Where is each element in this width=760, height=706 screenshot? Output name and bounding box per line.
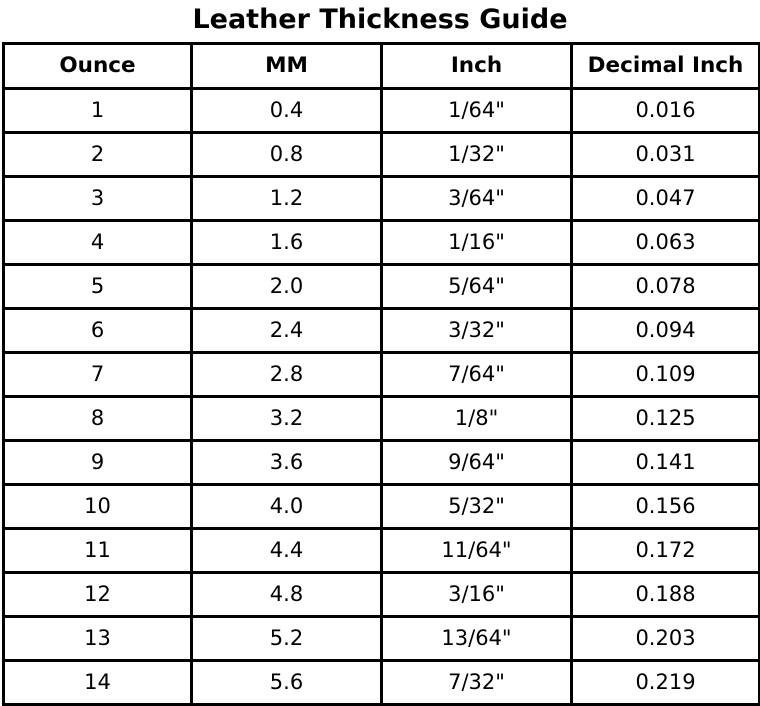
table-row xyxy=(4,353,760,397)
cell-mm: 5.6 xyxy=(192,661,382,705)
table-row xyxy=(4,177,760,221)
cell-inch: 7/64" xyxy=(382,353,572,397)
cell-ounce: 7 xyxy=(4,353,192,397)
cell-mm: 2.0 xyxy=(192,265,382,309)
cell-ounce: 13 xyxy=(4,617,192,661)
cell-ounce: 3 xyxy=(4,177,192,221)
cell-inch: 7/32" xyxy=(382,661,572,705)
cell-inch: 5/32" xyxy=(382,485,572,529)
cell-ounce: 9 xyxy=(4,441,192,485)
column-header-mm: MM xyxy=(192,44,382,89)
cell-inch: 3/32" xyxy=(382,309,572,353)
cell-decimal-inch: 0.031 xyxy=(572,133,760,177)
cell-mm: 5.2 xyxy=(192,617,382,661)
cell-inch: 3/16" xyxy=(382,573,572,617)
table-header xyxy=(4,44,760,89)
cell-mm: 4.4 xyxy=(192,529,382,573)
cell-inch: 11/64" xyxy=(382,529,572,573)
cell-decimal-inch: 0.109 xyxy=(572,353,760,397)
cell-ounce: 14 xyxy=(4,661,192,705)
column-header-ounce: Ounce xyxy=(4,44,192,89)
table-row xyxy=(4,309,760,353)
cell-ounce: 6 xyxy=(4,309,192,353)
cell-decimal-inch: 0.078 xyxy=(572,265,760,309)
cell-mm: 0.8 xyxy=(192,133,382,177)
cell-inch: 3/64" xyxy=(382,177,572,221)
table-row xyxy=(4,265,760,309)
cell-decimal-inch: 0.172 xyxy=(572,529,760,573)
table-header-row xyxy=(4,44,760,89)
table-row xyxy=(4,221,760,265)
cell-ounce: 11 xyxy=(4,529,192,573)
cell-mm: 1.6 xyxy=(192,221,382,265)
table-row xyxy=(4,485,760,529)
leather-thickness-table xyxy=(2,42,760,706)
cell-ounce: 5 xyxy=(4,265,192,309)
cell-inch: 1/16" xyxy=(382,221,572,265)
cell-decimal-inch: 0.125 xyxy=(572,397,760,441)
table-row xyxy=(4,441,760,485)
cell-mm: 4.0 xyxy=(192,485,382,529)
cell-inch: 1/64" xyxy=(382,89,572,133)
page-title: Leather Thickness Guide xyxy=(192,4,568,35)
table-row xyxy=(4,133,760,177)
cell-mm: 3.6 xyxy=(192,441,382,485)
cell-inch: 13/64" xyxy=(382,617,572,661)
table-row xyxy=(4,573,760,617)
cell-decimal-inch: 0.141 xyxy=(572,441,760,485)
cell-decimal-inch: 0.219 xyxy=(572,661,760,705)
cell-ounce: 4 xyxy=(4,221,192,265)
cell-inch: 1/32" xyxy=(382,133,572,177)
table-row xyxy=(4,617,760,661)
cell-ounce: 12 xyxy=(4,573,192,617)
cell-inch: 9/64" xyxy=(382,441,572,485)
cell-mm: 4.8 xyxy=(192,573,382,617)
cell-decimal-inch: 0.156 xyxy=(572,485,760,529)
cell-decimal-inch: 0.016 xyxy=(572,89,760,133)
cell-ounce: 1 xyxy=(4,89,192,133)
table-row xyxy=(4,529,760,573)
cell-inch: 5/64" xyxy=(382,265,572,309)
cell-decimal-inch: 0.063 xyxy=(572,221,760,265)
cell-mm: 0.4 xyxy=(192,89,382,133)
cell-inch: 1/8" xyxy=(382,397,572,441)
cell-decimal-inch: 0.094 xyxy=(572,309,760,353)
table-row xyxy=(4,661,760,705)
cell-decimal-inch: 0.188 xyxy=(572,573,760,617)
cell-mm: 2.4 xyxy=(192,309,382,353)
cell-mm: 2.8 xyxy=(192,353,382,397)
column-header-decimal-inch: Decimal Inch xyxy=(572,44,760,89)
cell-ounce: 2 xyxy=(4,133,192,177)
table-body xyxy=(4,89,760,705)
cell-mm: 1.2 xyxy=(192,177,382,221)
cell-decimal-inch: 0.203 xyxy=(572,617,760,661)
table-row xyxy=(4,89,760,133)
table-row xyxy=(4,397,760,441)
cell-mm: 3.2 xyxy=(192,397,382,441)
cell-ounce: 8 xyxy=(4,397,192,441)
column-header-inch: Inch xyxy=(382,44,572,89)
cell-ounce: 10 xyxy=(4,485,192,529)
cell-decimal-inch: 0.047 xyxy=(572,177,760,221)
